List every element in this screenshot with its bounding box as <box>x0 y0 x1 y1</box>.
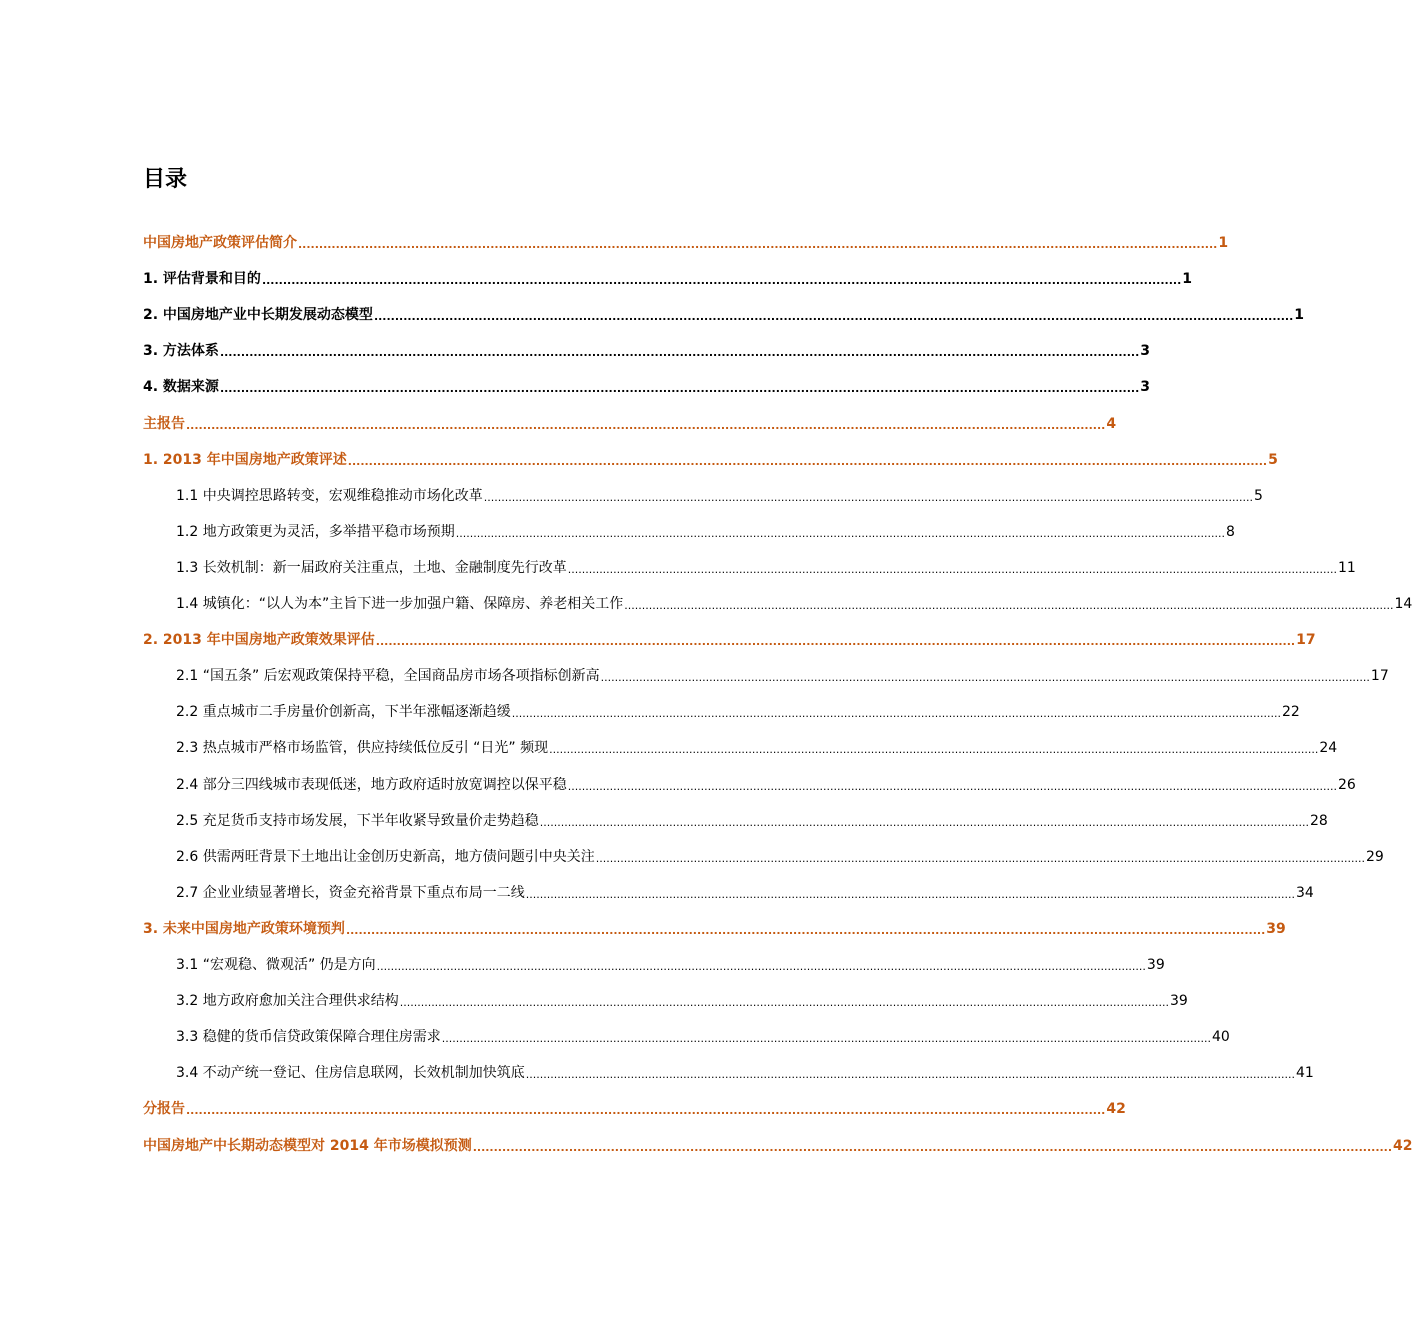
toc-entry-title: 1.3 长效机制：新一届政府关注重点，土地、金融制度先行改革 <box>176 560 567 576</box>
toc-dot-leader: ............................................................................................................................................................................................................................ <box>549 743 1319 756</box>
toc-dot-leader: ............................................................................................................................................................................................................................ <box>624 599 1394 612</box>
toc-entry-title: 分报告 <box>143 1101 185 1117</box>
toc-dot-leader: ............................................................................................................................................................................................................................ <box>567 563 1337 576</box>
toc-entry[interactable] <box>143 1135 1413 1155</box>
toc-entry-title: 中国房地产政策评估简介 <box>143 235 297 251</box>
toc-entry[interactable] <box>176 990 1188 1010</box>
toc-entry[interactable] <box>176 1026 1230 1046</box>
toc-entry[interactable] <box>176 593 1413 613</box>
toc-entry-title: 4. 数据来源 <box>143 379 219 395</box>
toc-entry-title: 2.7 企业业绩显著增长，资金充裕背景下重点布局一二线 <box>176 885 525 901</box>
toc-entry-page: 8 <box>1225 524 1235 540</box>
toc-entry[interactable] <box>143 304 1305 324</box>
toc-entry[interactable] <box>176 954 1165 974</box>
toc-entry-title: 2.5 充足货币支持市场发展，下半年收紧导致量价走势趋稳 <box>176 813 539 829</box>
toc-entry[interactable] <box>176 701 1300 721</box>
toc-dot-leader: ............................................................................................................................................................................................................................ <box>376 960 1146 973</box>
toc-entry[interactable] <box>176 810 1328 830</box>
toc-entry-title: 中国房地产中长期动态模型对 2014 年市场模拟预测 <box>143 1138 472 1154</box>
toc-entry-page: 17 <box>1370 668 1389 684</box>
toc-entry-page: 1 <box>1182 271 1193 287</box>
toc-entry-title: 3.3 稳健的货币信贷政策保障合理住房需求 <box>176 1029 441 1045</box>
toc-entry[interactable] <box>143 413 1117 433</box>
toc-dot-leader: ............................................................................................................................................................................................................................ <box>600 671 1370 684</box>
toc-entry-page: 4 <box>1106 416 1117 432</box>
toc-entry-page: 11 <box>1337 560 1356 576</box>
toc-entry[interactable] <box>143 1098 1126 1118</box>
toc-entry[interactable] <box>176 737 1338 757</box>
toc-entry-page: 39 <box>1146 957 1165 973</box>
toc-dot-leader: ............................................................................................................................................................................................................................ <box>373 310 1294 323</box>
toc-entry-title: 3.1 “宏观稳、微观活” 仍是方向 <box>176 957 376 973</box>
toc-entry-title: 主报告 <box>143 416 185 432</box>
toc-entry[interactable] <box>143 449 1278 469</box>
toc-dot-leader: ............................................................................................................................................................................................................................ <box>219 346 1140 359</box>
toc-entry[interactable] <box>176 665 1389 685</box>
toc-entry-title: 1.1 中央调控思路转变，宏观维稳推动市场化改革 <box>176 488 483 504</box>
toc-entry-title: 1.4 城镇化：“以人为本”主旨下进一步加强户籍、保障房、养老相关工作 <box>176 596 624 612</box>
toc-entry-page: 26 <box>1337 777 1356 793</box>
toc-entry[interactable] <box>143 268 1193 288</box>
toc-dot-leader: ............................................................................................................................................................................................................................ <box>186 1104 1106 1117</box>
toc-dot-leader: ............................................................................................................................................................................................................................ <box>455 527 1225 540</box>
toc-entry-page: 1 <box>1294 307 1305 323</box>
toc-entry-page: 5 <box>1268 452 1278 468</box>
toc-entry-title: 2. 2013 年中国房地产政策效果评估 <box>143 632 375 648</box>
toc-dot-leader: ............................................................................................................................................................................................................................ <box>345 924 1266 937</box>
toc-entry-page: 22 <box>1281 704 1300 720</box>
toc-entry[interactable] <box>143 232 1229 252</box>
toc-entry-page: 24 <box>1319 740 1338 756</box>
toc-dot-leader: ............................................................................................................................................................................................................................ <box>472 1141 1393 1154</box>
toc-entry[interactable] <box>143 376 1151 396</box>
toc-dot-leader: ............................................................................................................................................................................................................................ <box>219 382 1140 395</box>
toc-dot-leader: ............................................................................................................................................................................................................................ <box>525 1068 1295 1081</box>
toc-entry[interactable] <box>176 1062 1314 1082</box>
toc-entry[interactable] <box>176 557 1356 577</box>
toc-dot-leader: ............................................................................................................................................................................................................................ <box>298 238 1218 251</box>
toc-dot-leader: ............................................................................................................................................................................................................................ <box>567 780 1337 793</box>
toc-entry-title: 2.6 供需两旺背景下土地出让金创历史新高，地方债问题引中央关注 <box>176 849 595 865</box>
toc-dot-leader: ............................................................................................................................................................................................................................ <box>399 996 1169 1009</box>
toc-entry-title: 2.4 部分三四线城市表现低迷，地方政府适时放宽调控以保平稳 <box>176 777 567 793</box>
toc-dot-leader: ............................................................................................................................................................................................................................ <box>539 816 1309 829</box>
toc-entry-title: 2. 中国房地产业中长期发展动态模型 <box>143 307 373 323</box>
toc-entry-page: 42 <box>1393 1138 1413 1154</box>
toc-entry-title: 2.1 “国五条” 后宏观政策保持平稳，全国商品房市场各项指标创新高 <box>176 668 600 684</box>
toc-dot-leader: ............................................................................................................................................................................................................................ <box>483 491 1253 504</box>
toc-dot-leader: ............................................................................................................................................................................................................................ <box>525 888 1295 901</box>
toc-dot-leader: ............................................................................................................................................................................................................................ <box>186 419 1106 432</box>
toc-entry-title: 1. 评估背景和目的 <box>143 271 261 287</box>
toc-entry[interactable] <box>176 882 1314 902</box>
toc-entry-page: 39 <box>1266 921 1286 937</box>
toc-entry-title: 3. 方法体系 <box>143 343 219 359</box>
toc-entry-page: 14 <box>1394 596 1413 612</box>
toc-dot-leader: ............................................................................................................................................................................................................................ <box>595 852 1365 865</box>
toc-dot-leader: ............................................................................................................................................................................................................................ <box>511 707 1281 720</box>
toc-dot-leader: ............................................................................................................................................................................................................................ <box>375 635 1296 648</box>
toc-entry[interactable] <box>143 918 1286 938</box>
toc-entry-page: 28 <box>1309 813 1328 829</box>
toc-entry-page: 34 <box>1295 885 1314 901</box>
toc-entry-page: 17 <box>1296 632 1316 648</box>
toc-entry-title: 3. 未来中国房地产政策环境预判 <box>143 921 345 937</box>
toc-entry-page: 29 <box>1365 849 1384 865</box>
toc-entry[interactable] <box>143 629 1316 649</box>
toc-entry-page: 39 <box>1169 993 1188 1009</box>
toc-dot-leader: ............................................................................................................................................................................................................................ <box>347 455 1268 468</box>
toc-entry[interactable] <box>143 340 1151 360</box>
toc-entry-title: 2.3 热点城市严格市场监管，供应持续低位反引 “日光” 频现 <box>176 740 549 756</box>
toc-title: 目录 <box>143 167 188 192</box>
toc-dot-leader: ............................................................................................................................................................................................................................ <box>261 274 1182 287</box>
toc-entry-page: 41 <box>1295 1065 1314 1081</box>
toc-dot-leader: ............................................................................................................................................................................................................................ <box>441 1032 1211 1045</box>
toc-entry[interactable] <box>176 485 1263 505</box>
toc-entry[interactable] <box>176 846 1384 866</box>
toc-entry-title: 3.2 地方政府愈加关注合理供求结构 <box>176 993 399 1009</box>
toc-entry-title: 2.2 重点城市二手房量价创新高，下半年涨幅逐渐趋缓 <box>176 704 511 720</box>
toc-entry-page: 3 <box>1140 343 1151 359</box>
toc-entry[interactable] <box>176 521 1235 541</box>
toc-entry-page: 3 <box>1140 379 1151 395</box>
toc-entry-title: 1. 2013 年中国房地产政策评述 <box>143 452 347 468</box>
toc-entry-title: 3.4 不动产统一登记、住房信息联网，长效机制加快筑底 <box>176 1065 525 1081</box>
toc-entry-page: 5 <box>1253 488 1263 504</box>
toc-entry-title: 1.2 地方政策更为灵活，多举措平稳市场预期 <box>176 524 455 540</box>
toc-entry-page: 1 <box>1218 235 1229 251</box>
toc-entry[interactable] <box>176 774 1356 794</box>
toc-entry-page: 40 <box>1211 1029 1230 1045</box>
toc-entry-page: 42 <box>1106 1101 1126 1117</box>
